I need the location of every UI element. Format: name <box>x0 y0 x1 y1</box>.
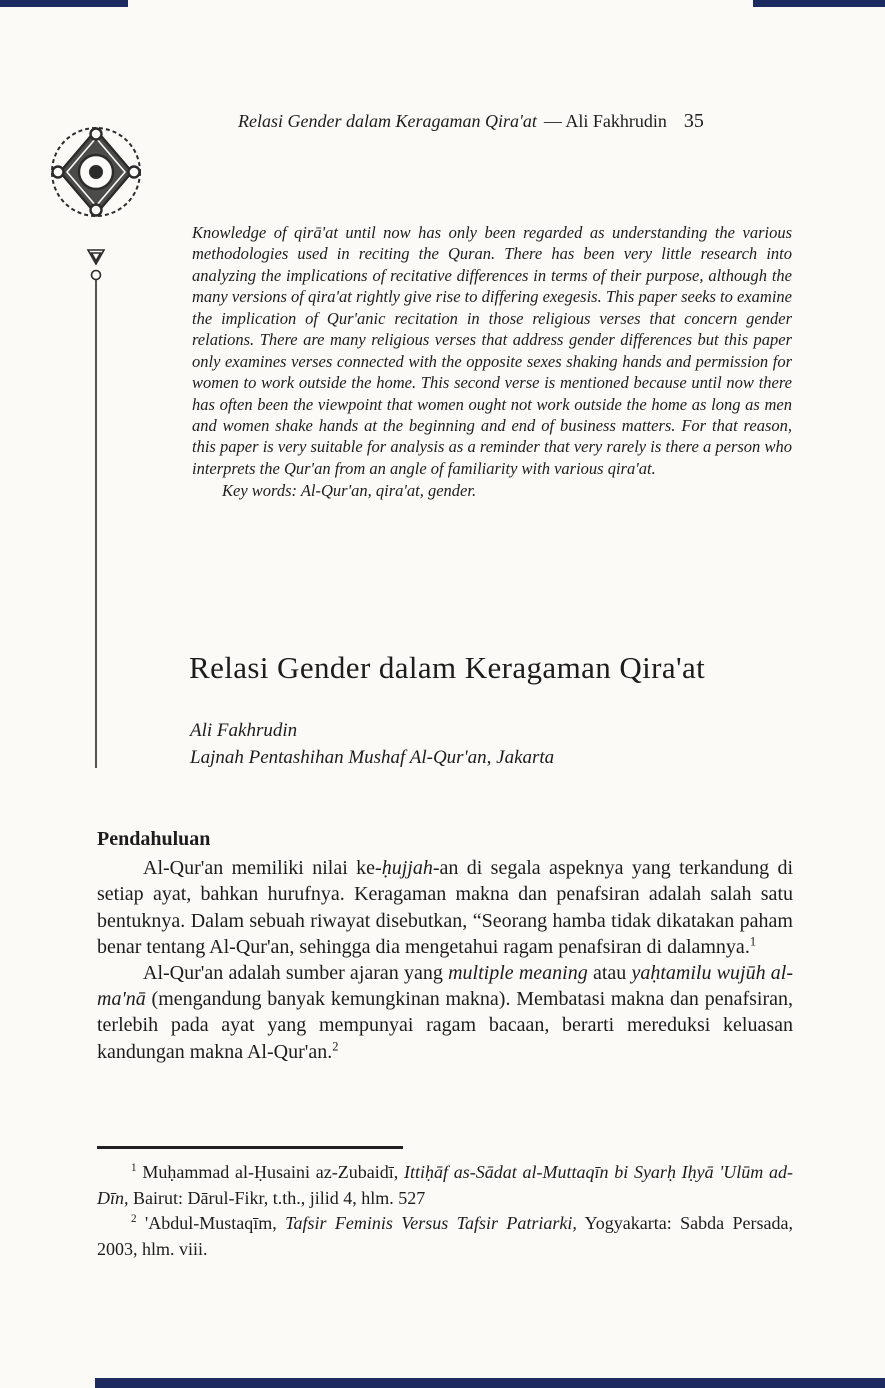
body-paragraph: Al-Qur'an adalah sumber ajaran yang multiple meaning atau yaḥtamilu wujūh al-ma'nā (mengandung banyak kemungkinan makna). Membatasi makna dan penafsiran, terlebih pada ayat yang mempunyai ragam bacaan, berarti mereduksi keluasan kandungan makna Al-Qur'an.$^2$ <box>97 961 793 1063</box>
author-name: Ali Fakhrudin <box>190 720 298 741</box>
body-paragraphs <box>97 855 793 1065</box>
article-title: Relasi Gender dalam Keragaman Qira'at <box>189 650 706 685</box>
page-number: 35 <box>683 110 704 132</box>
author-block <box>190 718 554 771</box>
body-text <box>97 826 793 1065</box>
abstract <box>192 222 792 502</box>
footnote: $^2$ 'Abdul-Mustaqīm, Tafsir Feminis Versus Tafsir Patriarki, Yogyakarta: Sabda Persada, 2003, hlm. viii. <box>97 1213 793 1259</box>
author-affiliation: Lajnah Pentashihan Mushaf Al-Qur'an, Jakarta <box>190 746 555 768</box>
body-paragraph: Al-Qur'an memiliki nilai ke-ḥujjah-an di segala aspeknya yang terkandung di setiap ayat, bahkan hurufnya. Keragaman makna dan penafsiran adalah salah satu bentuknya. Dalam sebuah riwayat disebutkan, “Seorang hamba tidak dikatakan paham benar tentang Al-Qur'an, sehingga dia mengetahui ragam penafsiran di dalamnya.$^1$ <box>97 857 794 958</box>
footnote-separator <box>97 1146 403 1149</box>
footnotes <box>97 1160 793 1262</box>
running-header-author: — Ali Fakhrudin <box>543 111 667 131</box>
abstract-text: Knowledge of qirā'at until now has only been regarded as understanding the various methodologies used in reciting the Quran. There has been very little research into analyzing the implications of recitative differences in terms of their purpose, although the many versions of qira'at rightly give rise to differing exegesis. This paper seeks to examine the implication of Qur'anic recitation in those religious verses that concern gender relations. There are many religious verses that address gender differences but this paper only examines verses connected with the opposite sexes shaking hands and permission for women to work outside the home. This second verse is mentioned because until now there has often been the viewpoint that women ought not work outside the home as long as men and women shake hands at the beginning and end of business matters. For that reason, this paper is very suitable for analysis as a reminder that very rarely is there a person who interprets the Qur'an from an angle of familiarity with various qira'at. <box>192 223 792 478</box>
calligraphic-emblem-icon <box>46 114 146 774</box>
ornament <box>46 114 146 774</box>
section-heading: Pendahuluan <box>97 828 211 850</box>
bottom-edge-bar <box>95 1378 885 1388</box>
top-edge-bar-left <box>0 0 128 7</box>
abstract-keywords: Key words: Al-Qur'an, qira'at, gender. <box>222 481 477 501</box>
running-header-title: Relasi Gender dalam Keragaman Qira'at <box>238 111 537 131</box>
top-edge-bar-right <box>753 0 885 7</box>
running-header <box>238 110 794 133</box>
footnote: $^1$ Muḥammad al-Ḥusaini az-Zubaidī, Ittiḥāf as-Sādat al-Muttaqīn bi Syarḥ Iḥyā 'Ulūm ad-Dīn, Bairut: Dārul-Fikr, t.th., jilid 4, hlm. 527 <box>97 1162 793 1208</box>
